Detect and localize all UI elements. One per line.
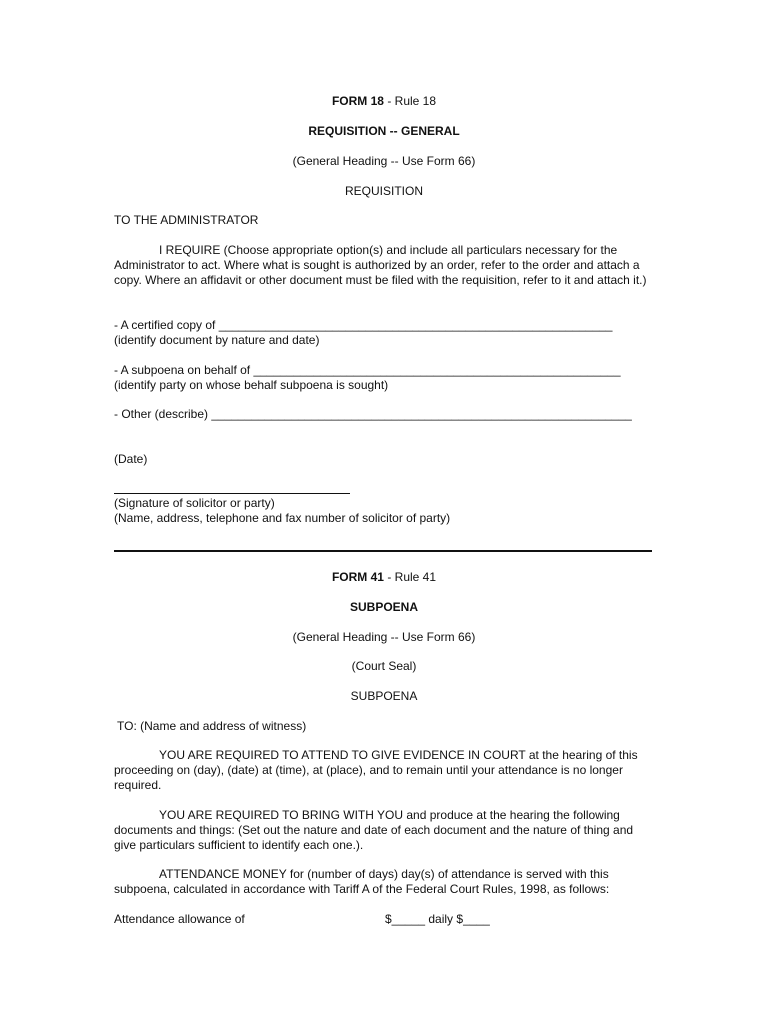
form41-number: FORM 41 bbox=[331, 570, 384, 584]
form41-para-attend: YOU ARE REQUIRED TO ATTEND TO GIVE EVIDENCE IN COURT at the hearing of this proceeding on (day), (date) at (time), at (place), and to remain until your attendance is no longer required. bbox=[114, 748, 638, 793]
form18-option-other: - Other (describe) _______________________________________________________________ bbox=[114, 407, 632, 421]
form41-allowance-label: Attendance allowance of bbox=[114, 912, 245, 926]
form18-general-heading: (General Heading -- Use Form 66) bbox=[292, 154, 476, 168]
form18-instruction: I REQUIRE (Choose appropriate option(s) and include all particulars necessary for the Administrator to act. Where what is sought is authorized by an order, refer to the order and attach a copy. Where an affidavit or other document must be filed with the requisition, refer to it and attach it.) bbox=[114, 243, 647, 288]
form18-option-subpoena: - A subpoena on behalf of _______________________________________________________ bbox=[114, 363, 621, 377]
form18-signature-label: (Signature of solicitor or party) bbox=[114, 496, 275, 510]
form18-option-certified-copy: - A certified copy of ___________________________________________________________ bbox=[114, 318, 613, 332]
form18-rule: - Rule 18 bbox=[383, 94, 437, 108]
form18-subtitle: REQUISITION bbox=[344, 184, 423, 198]
form18-heading bbox=[114, 94, 654, 109]
form41-heading bbox=[114, 570, 654, 585]
form18-title: REQUISITION -- GENERAL bbox=[308, 124, 460, 138]
form41-para-bring: YOU ARE REQUIRED TO BRING WITH YOU and produce at the hearing the following documents and things: (Set out the nature and date of each document and the nature of thing and give particulars sufficient to identify each one.). bbox=[114, 808, 634, 853]
form41-rule: - Rule 41 bbox=[383, 570, 437, 584]
form41-allowance-value: $_____ daily $____ bbox=[385, 912, 490, 926]
form41-to-line: TO: (Name and address of witness) bbox=[117, 719, 307, 733]
form18-addressee: TO THE ADMINISTRATOR bbox=[114, 213, 259, 227]
signature-line bbox=[114, 493, 350, 494]
section-divider bbox=[114, 550, 652, 552]
form18-option-subpoena-note: (identify party on whose behalf subpoena is sought) bbox=[114, 378, 389, 392]
form18-option-certified-copy-note: (identify document by nature and date) bbox=[114, 333, 320, 347]
form18-name-address-label: (Name, address, telephone and fax number of solicitor of party) bbox=[114, 511, 451, 525]
form41-title: SUBPOENA bbox=[349, 600, 418, 614]
form18-date-label: (Date) bbox=[114, 452, 148, 466]
form41-court-seal: (Court Seal) bbox=[351, 659, 417, 673]
form41-subtitle: SUBPOENA bbox=[350, 689, 418, 703]
form41-general-heading: (General Heading -- Use Form 66) bbox=[292, 630, 476, 644]
form41-para-money: ATTENDANCE MONEY for (number of days) day(s) of attendance is served with this subpoena, calculated in accordance with Tariff A of the Federal Court Rules, 1998, as follows: bbox=[114, 867, 610, 897]
form18-number: FORM 18 bbox=[331, 94, 384, 108]
